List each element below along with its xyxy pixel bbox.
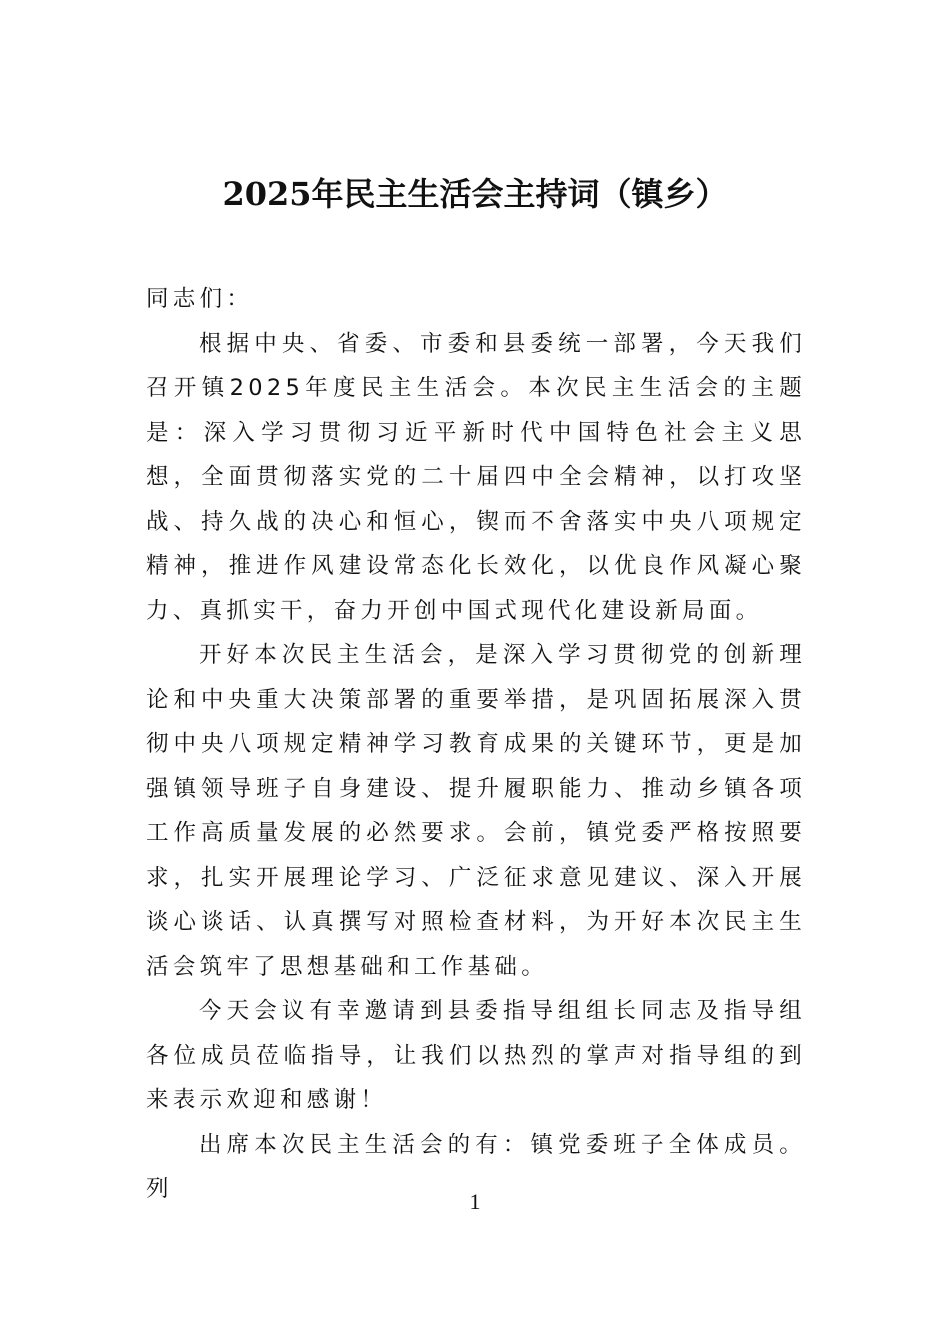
paragraph-2: 开好本次民主生活会，是深入学习贯彻党的创新理论和中央重大决策部署的重要举措，是巩固拓展深入贯彻中央八项规定精神学习教育成果的关键环节，更是加强镇领导班子自身建设、提升履职能力、推动乡镇各项工作高质量发展的必然要求。会前，镇党委严格按照要求，扎实开展理论学习、广泛征求意见建议、深入开展谈心谈话、认真撰写对照检查材料，为开好本次民主生活会筑牢了思想基础和工作基础。 bbox=[146, 642, 806, 980]
document-title: 2025年民主生活会主持词（镇乡） bbox=[222, 175, 728, 213]
document-body bbox=[146, 277, 806, 1212]
salutation: 同志们： bbox=[146, 286, 254, 312]
paragraph-1: 根据中央、省委、市委和县委统一部署，今天我们召开镇2025年度民主生活会。本次民主生活会的主题是：深入学习贯彻习近平新时代中国特色社会主义思想，全面贯彻落实党的二十届四中全会精神，以打攻坚战、持久战的决心和恒心，锲而不舍落实中央八项规定精神，推进作风建设常态化长效化，以优良作风凝心聚力、真抓实干，奋力开创中国式现代化建设新局面。 bbox=[146, 330, 806, 624]
page-number: 1 bbox=[469, 1189, 481, 1214]
paragraph-4: 出席本次民主生活会的有：镇党委班子全体成员。列 bbox=[146, 1131, 806, 1202]
paragraph-3: 今天会议有幸邀请到县委指导组组长同志及指导组各位成员莅临指导，让我们以热烈的掌声对指导组的到来表示欢迎和感谢！ bbox=[146, 998, 806, 1113]
